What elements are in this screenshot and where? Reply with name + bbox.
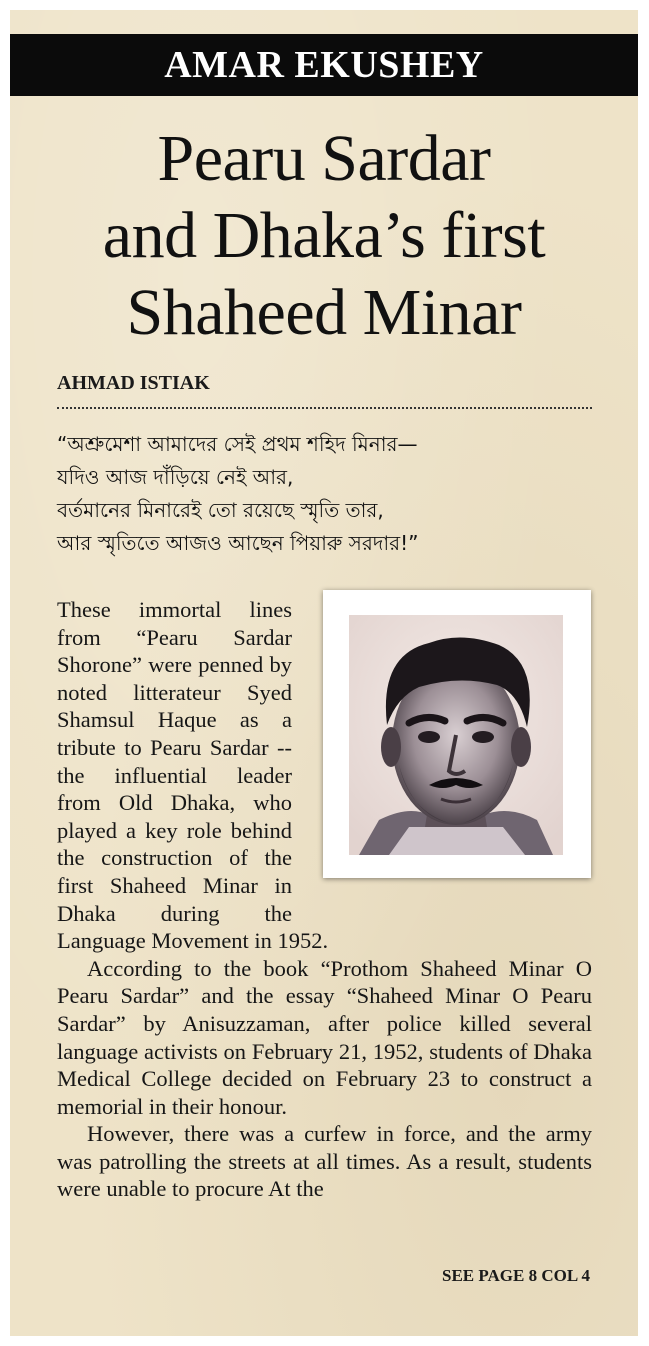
poem-line: “অশ্রুমেশা আমাদের সেই প্রথম শহিদ মিনার— <box>57 432 418 456</box>
portrait-illustration <box>349 615 563 855</box>
continued-reference: SEE PAGE 8 COL 4 <box>442 1266 590 1285</box>
article-paragraph: These immortal lines from “Pearu Sardar Shorone” were penned by noted litterateur Syed Shamsul Haque as a tribute to Pearu Sardar -- the influential leader from Old Dhaka, who played a key role behind the construction of the first Shaheed Minar in Dhaka during the Language Movement in 1952. <box>57 597 329 954</box>
newspaper-page <box>10 10 638 1336</box>
poem-line: যদিও আজ দাঁড়িয়ে নেই আর, <box>57 465 294 489</box>
poem-line: বর্তমানের মিনারেই তো রয়েছে স্মৃতি তার, <box>57 498 384 522</box>
headline-line: Shaheed Minar <box>126 276 522 349</box>
section-banner: AMAR EKUSHEY <box>10 34 638 96</box>
headline-line: Pearu Sardar <box>157 122 491 195</box>
headline <box>10 120 638 351</box>
poem-line: আর স্মৃতিতে আজও আছেন পিয়ারু সরদার!” <box>57 531 419 555</box>
headline-line: and Dhaka’s first <box>102 199 546 272</box>
article-paragraph: According to the book “Prothom Shaheed Minar O Pearu Sardar” and the essay “Shaheed Minar O Pearu Sardar” by Anisuzzaman, after police killed several language activists on February 21, 1952, students of Dhaka Medical College decided on February 23 to construct a memorial in their honour. <box>57 955 592 1119</box>
article-paragraph: However, there was a curfew in force, and the army was patrolling the streets at all times. As a result, students were unable to procure At the <box>57 1121 592 1202</box>
dotted-divider <box>57 407 592 409</box>
portrait-photo <box>349 615 563 855</box>
portrait-frame <box>323 590 591 878</box>
byline: AHMAD ISTIAK <box>57 372 210 394</box>
poem-quote <box>57 428 617 560</box>
